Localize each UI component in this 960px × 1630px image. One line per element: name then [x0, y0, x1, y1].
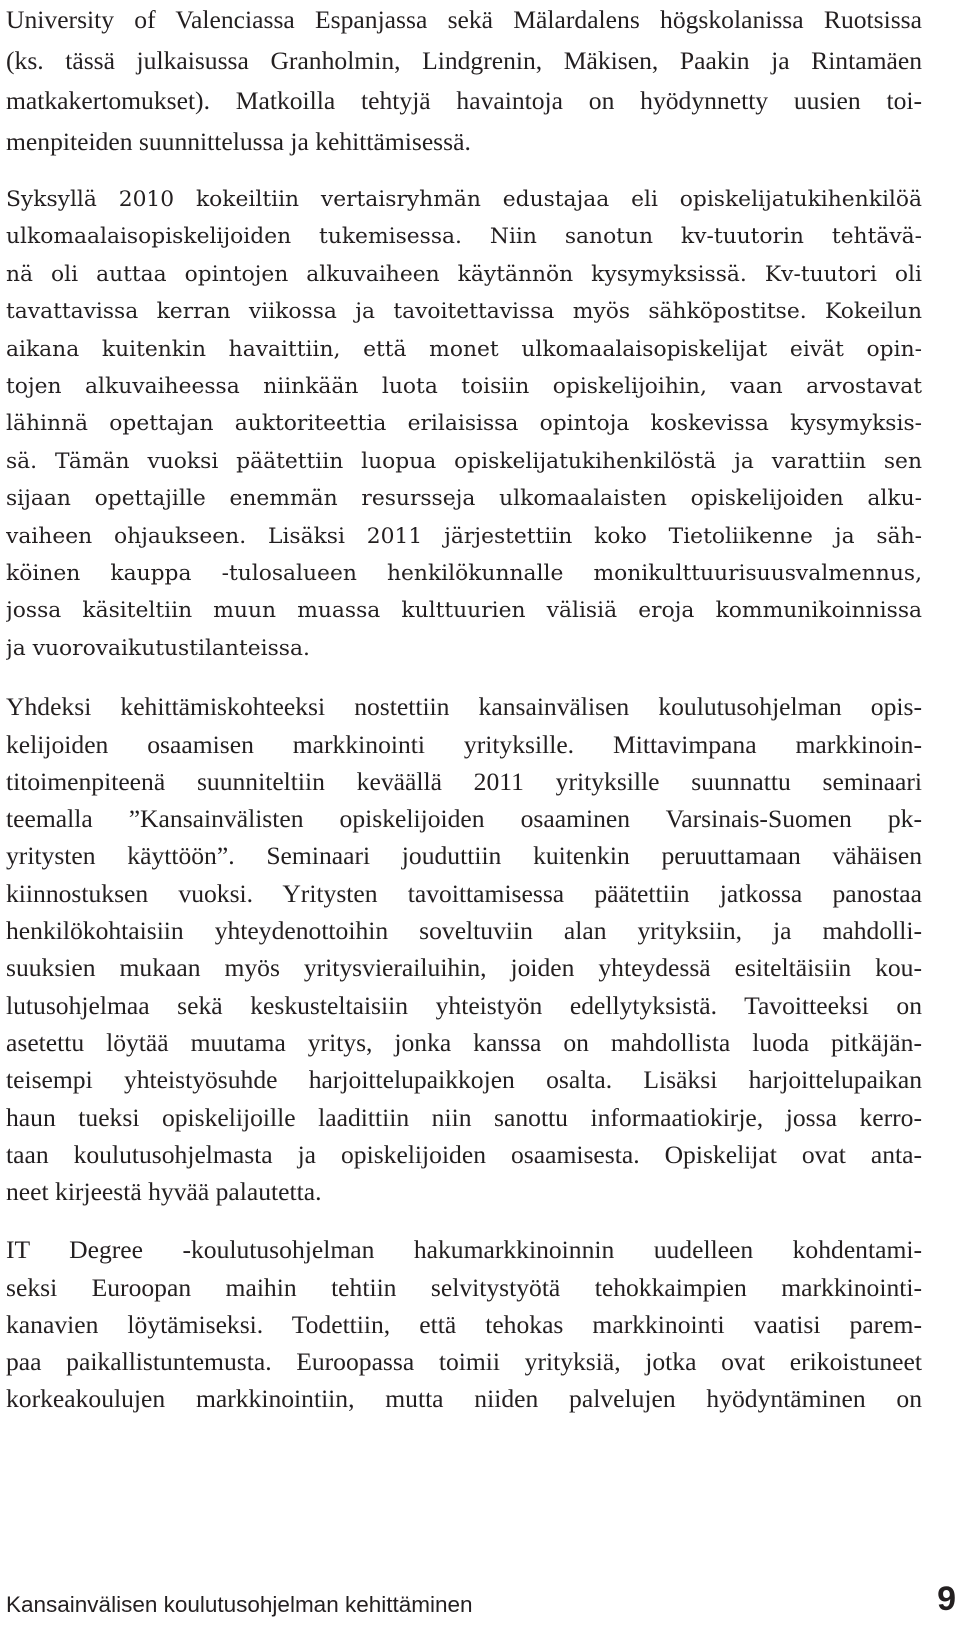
- text-line: lutusohjelmaa sekä keskusteltaisiin yhteistyön edellytyksistä. Tavoitteeksi on: [6, 990, 922, 1020]
- text-line: sijaan opettajille enemmän resursseja ulkomaalaisten opiskelijoiden alku-: [6, 486, 922, 512]
- text-line: lähinnä opettajan auktoriteettia erilaisissa opintoja koskevissa kysymyksis-: [6, 411, 922, 437]
- text-line: ulkomaalaisopiskelijoiden tukemisessa. Niin sanotun kv-tuutorin tehtävä-: [6, 224, 922, 250]
- text-line: yritysten käyttöön”. Seminaari jouduttiin kuitenkin peruuttamaan vähäisen: [6, 841, 922, 871]
- text-line: University of Valenciassa Espanjassa sekä Mälardalens högskolanissa Ruotsissa: [6, 5, 922, 34]
- text-line: tavattavissa kerran viikossa ja tavoitettavissa myös sähköpostitse. Kokeilun: [6, 299, 922, 325]
- text-line: ja vuorovaikutustilanteissa.: [6, 635, 310, 661]
- text-line: matkakertomukset). Matkoilla tehtyjä havaintoja on hyödynnetty uusien toi-: [6, 86, 922, 115]
- text-line: köinen kauppa -tulosalueen henkilökunnalle monikulttuurisuusvalmennus,: [6, 561, 922, 587]
- text-line: kiinnostuksen vuoksi. Yritysten tavoittamisessa päätettiin jatkossa panostaa: [6, 878, 922, 908]
- text-line: taan koulutusohjelmasta ja opiskelijoiden osaamisesta. Opiskelijat ovat anta-: [6, 1139, 922, 1169]
- text-line: IT Degree -koulutusohjelman hakumarkkinoinnin uudelleen kohdentami-: [6, 1235, 922, 1265]
- paragraph-1: [6, 0, 922, 162]
- paragraph-4: [6, 1231, 922, 1417]
- text-line: suuksien mukaan myös yritysvierailuihin, joiden yhteydessä esiteltäisiin kou-: [6, 953, 922, 983]
- text-line: vaiheen ohjaukseen. Lisäksi 2011 järjestettiin koko Tietoliikenne ja säh-: [6, 523, 922, 549]
- page-content: [6, 0, 922, 1417]
- text-line: titoimenpiteenä suunniteltiin keväällä 2011 yrityksille suunnattu seminaari: [6, 766, 922, 796]
- text-line: aikana kuitenkin havaittiin, että monet ulkomaalaisopiskelijat eivät opin-: [6, 336, 922, 362]
- text-line: paa paikallistuntemusta. Euroopassa toimii yrityksiä, jotka ovat erikoistuneet: [6, 1347, 922, 1377]
- text-line: menpiteiden suunnittelussa ja kehittämisessä.: [6, 126, 471, 156]
- text-line: kanavien löytämiseksi. Todettiin, että tehokas markkinointi vaatisi parem-: [6, 1309, 922, 1339]
- text-line: tojen alkuvaiheessa niinkään luota toisiin opiskelijoihin, vaan arvostavat: [6, 374, 922, 400]
- text-line: seksi Euroopan maihin tehtiin selvitystyötä tehokkaimpien markkinointi-: [6, 1272, 922, 1302]
- text-line: nä oli auttaa opintojen alkuvaiheen käytännön kysymyksissä. Kv-tuutori oli: [6, 261, 922, 287]
- page-footer: [6, 1580, 960, 1624]
- paragraph-2: [6, 181, 922, 667]
- footer-title: Kansainvälisen koulutusohjelman kehittäminen: [6, 1592, 473, 1617]
- text-line: Syksyllä 2010 kokeiltiin vertaisryhmän edustajaa eli opiskelijatukihenkilöä: [6, 187, 922, 212]
- text-line: neet kirjeestä hyvää palautetta.: [6, 1177, 322, 1207]
- page-number: 9: [937, 1580, 956, 1618]
- text-line: asetettu löytää muutama yritys, jonka kanssa on mahdollista luoda pitkäjän-: [6, 1027, 922, 1057]
- text-line: sä. Tämän vuoksi päätettiin luopua opiskelijatukihenkilöstä ja varattiin sen: [6, 448, 922, 474]
- text-line: jossa käsiteltiin muun muassa kulttuurien välisiä eroja kommunikoinnissa: [6, 598, 922, 624]
- text-line: teisempi yhteistyösuhde harjoittelupaikkojen osalta. Lisäksi harjoittelupaikan: [6, 1065, 922, 1095]
- text-line: kelijoiden osaamisen markkinointi yrityksille. Mittavimpana markkinoin-: [6, 729, 922, 759]
- paragraph-3: [6, 688, 922, 1210]
- text-line: Yhdeksi kehittämiskohteeksi nostettiin kansainvälisen koulutusohjelman opis-: [6, 692, 922, 722]
- text-line: (ks. tässä julkaisussa Granholmin, Lindgrenin, Mäkisen, Paakin ja Rintamäen: [6, 45, 922, 75]
- text-line: henkilökohtaisiin yhteydenottoihin soveltuviin alan yrityksiin, ja mahdolli-: [6, 916, 922, 946]
- text-line: teemalla ”Kansainvälisten opiskelijoiden osaaminen Varsinais-Suomen pk-: [6, 804, 922, 834]
- text-line: korkeakoulujen markkinointiin, mutta niiden palvelujen hyödyntäminen on: [6, 1384, 922, 1414]
- text-line: haun tueksi opiskelijoille laadittiin niin sanottu informaatiokirje, jossa kerro-: [6, 1102, 922, 1132]
